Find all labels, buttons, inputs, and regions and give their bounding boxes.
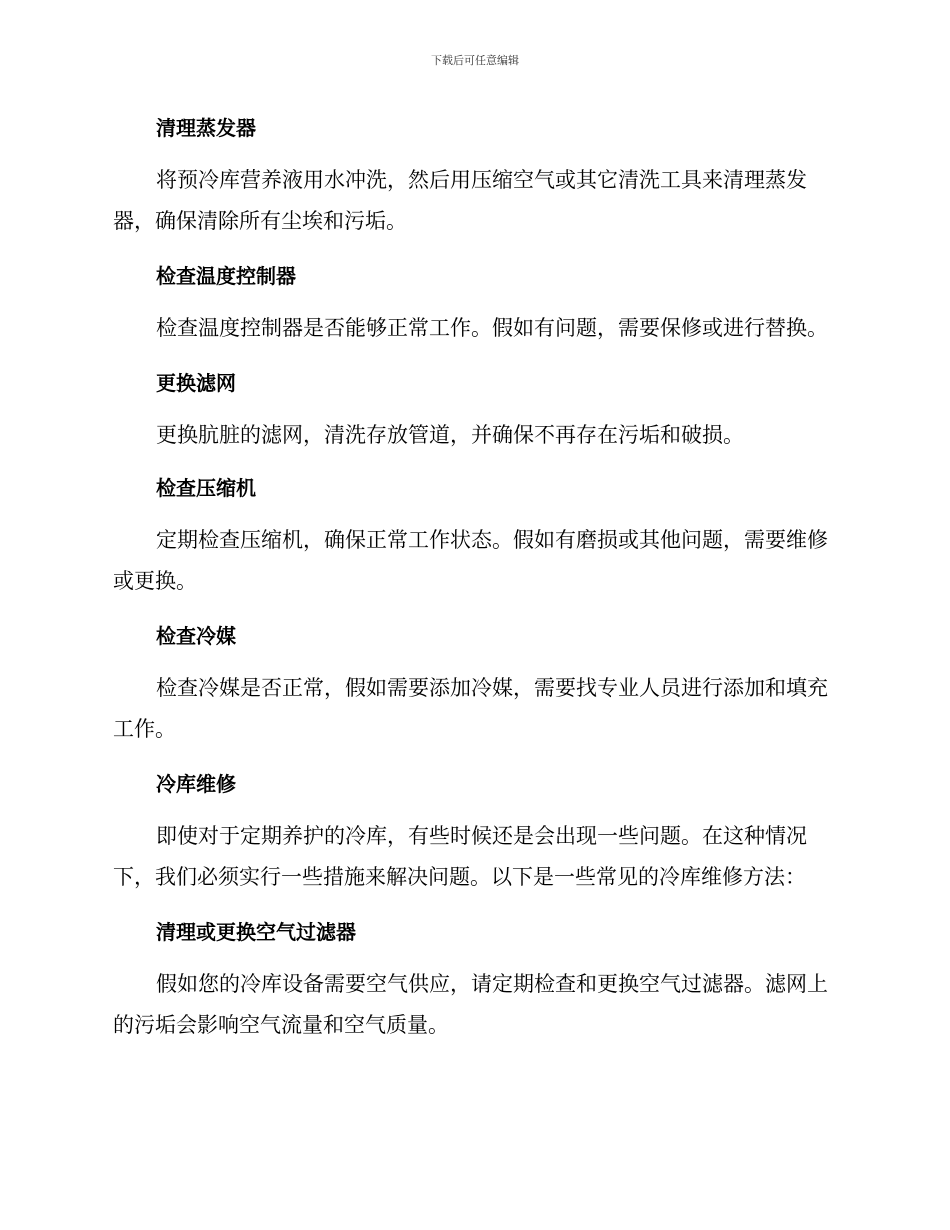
section-heading-check-compressor: 检查压缩机	[156, 476, 256, 500]
section-body-air-filter: 假如您的冷库设备需要空气供应，请定期检查和更换空气过滤器。滤网上的污垢会影响空气流量和空气质量。	[113, 972, 828, 1037]
section-heading-cold-storage-repair: 冷库维修	[156, 772, 236, 796]
section-body-check-compressor: 定期检查压缩机，确保正常工作状态。假如有磨损或其他问题，需要维修或更换。	[113, 528, 828, 593]
document-body	[113, 108, 835, 1060]
section-body-clean-evaporator: 将预冷库营养液用水冲洗，然后用压缩空气或其它清洗工具来清理蒸发器，确保清除所有尘埃和污垢。	[113, 168, 807, 233]
section-heading-check-refrigerant: 检查冷媒	[156, 624, 236, 648]
section-body-check-refrigerant: 检查冷媒是否正常，假如需要添加冷媒，需要找专业人员进行添加和填充工作。	[113, 676, 828, 741]
section-heading-air-filter: 清理或更换空气过滤器	[156, 920, 356, 944]
section-body-cold-storage-repair: 即使对于定期养护的冷库，有些时候还是会出现一些问题。在这种情况下，我们必须实行一些措施来解决问题。以下是一些常见的冷库维修方法：	[113, 824, 807, 889]
page-header: 下载后可任意编辑	[431, 54, 519, 67]
section-body-replace-filter: 更换肮脏的滤网，清洗存放管道，并确保不再存在污垢和破损。	[156, 423, 744, 447]
section-heading-clean-evaporator: 清理蒸发器	[156, 116, 256, 140]
section-heading-replace-filter: 更换滤网	[156, 371, 236, 395]
section-body-check-thermostat: 检查温度控制器是否能够正常工作。假如有问题，需要保修或进行替换。	[156, 316, 828, 340]
section-heading-check-thermostat: 检查温度控制器	[156, 264, 296, 288]
